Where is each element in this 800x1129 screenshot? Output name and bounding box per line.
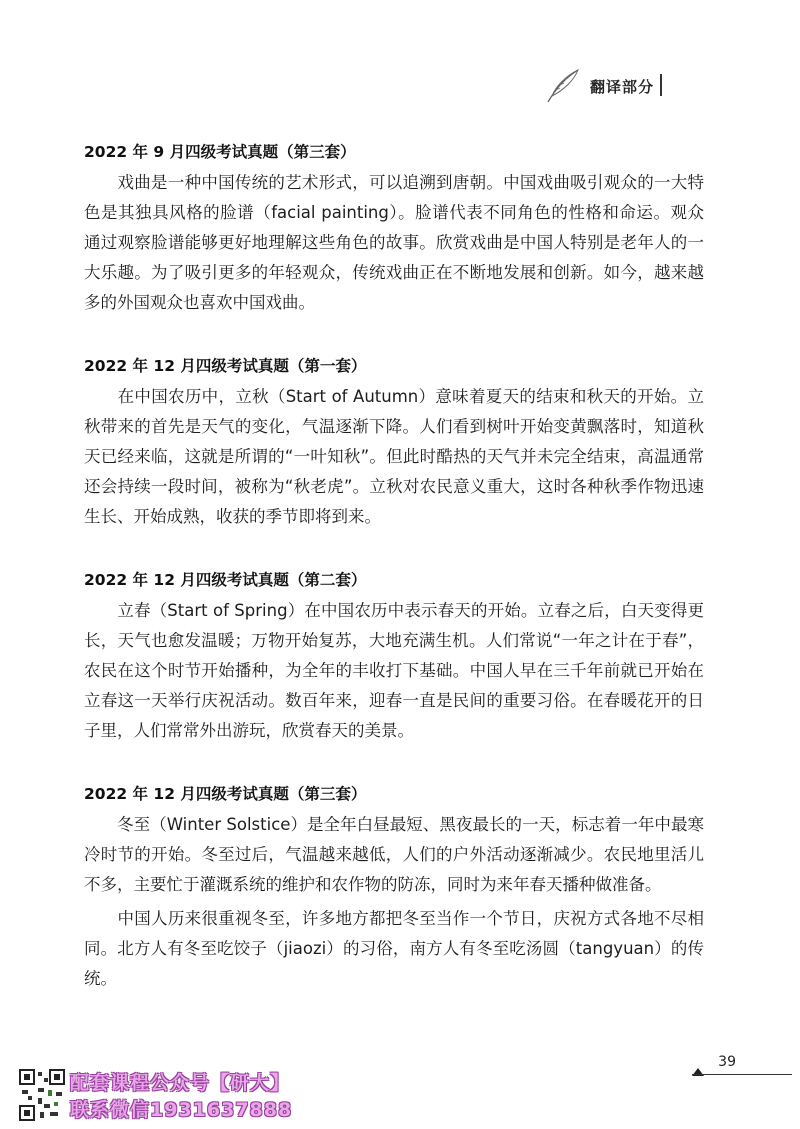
exam-section: [84, 140, 704, 318]
qr-code-icon: [18, 1068, 66, 1122]
section-title: 2022 年 12 月四级考试真题（第二套）: [84, 571, 367, 589]
main-content: [84, 140, 704, 1030]
page-number: 39: [718, 1054, 736, 1070]
section-title: 2022 年 9 月四级考试真题（第三套）: [84, 143, 356, 161]
section-title: 2022 年 12 月四级考试真题（第一套）: [84, 357, 367, 375]
watermark: [18, 1068, 358, 1122]
page-rule: [692, 1074, 792, 1075]
exam-section: [84, 782, 704, 994]
exam-section: [84, 354, 704, 532]
watermark-line-2: 联系微信1931637888: [70, 1099, 293, 1121]
paragraph: 冬至（Winter Solstice）是全年白昼最短、黑夜最长的一天，标志着一年中最寒冷时节的开始。冬至过后，气温越来越低，人们的户外活动逐渐减少。农民地里活儿不多，主要忙于灌溉系统的维护和农作物的防冻，同时为来年春天播种做准备。: [84, 815, 704, 894]
section-header-label: 翻译部分: [590, 78, 655, 96]
exam-section: [84, 568, 704, 746]
paragraph: 立春（Start of Spring）在中国农历中表示春天的开始。立春之后，白天变得更长，天气也愈发温暖；万物开始复苏，大地充满生机。人们常说“一年之计在于春”，农民在这个时节开始播种，为全年的丰收打下基础。中国人早在三千年前就已开始在立春这一天举行庆祝活动。数百年来，迎春一直是民间的重要习俗。在春暖花开的日子里，人们常常外出游玩，欣赏春天的美景。: [84, 601, 704, 740]
header-divider: [660, 74, 662, 96]
paragraph: 在中国农历中，立秋（Start of Autumn）意味着夏天的结束和秋天的开始。立秋带来的首先是天气的变化，气温逐渐下降。人们看到树叶开始变黄飘落时，知道秋天已经来临，这就是所谓的“一叶知秋”。但此时酷热的天气并未完全结束，高温通常还会持续一段时间，被称为“秋老虎”。立秋对农民意义重大，这时各种秋季作物迅速生长、开始成熟，收获的季节即将到来。: [84, 387, 704, 526]
feather-icon: [544, 66, 584, 106]
paragraph: 中国人历来很重视冬至，许多地方都把冬至当作一个节日，庆祝方式各地不尽相同。北方人有冬至吃饺子（jiaozi）的习俗，南方人有冬至吃汤圆（tangyuan）的传统。: [84, 909, 704, 988]
section-title: 2022 年 12 月四级考试真题（第三套）: [84, 785, 367, 803]
paragraph: 戏曲是一种中国传统的艺术形式，可以追溯到唐朝。中国戏曲吸引观众的一大特色是其独具风格的脸谱（facial painting）。脸谱代表不同角色的性格和命运。观众通过观察脸谱能够更好地理解这些角色的故事。欣赏戏曲是中国人特别是老年人的一大乐趣。为了吸引更多的年轻观众，传统戏曲正在不断地发展和创新。如今，越来越多的外国观众也喜欢中国戏曲。: [84, 173, 704, 312]
watermark-line-1: 配套课程公众号【研大】: [70, 1072, 291, 1094]
page-header: [544, 66, 704, 114]
